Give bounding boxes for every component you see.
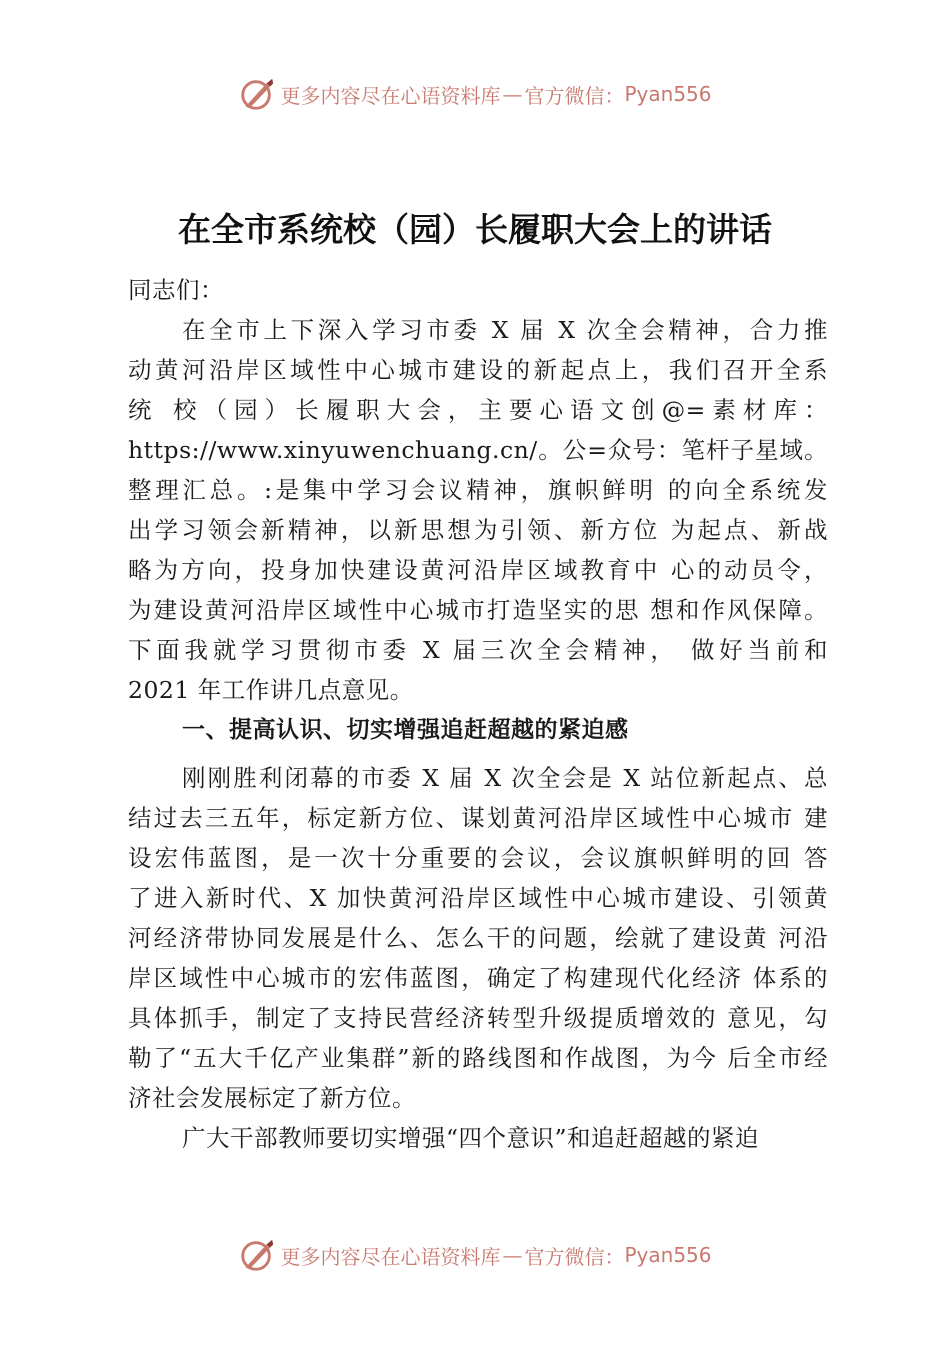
text-line: 结过去三五年，标定新方位、谋划黄河沿岸区域性中心城市 建 — [128, 804, 828, 832]
banner-separator: — — [502, 82, 523, 106]
document-body — [128, 270, 828, 1158]
pen-logo-icon — [238, 1236, 276, 1274]
text-line: 出学习领会新精神，以新思想为引领、新方位 为起点、新战 — [128, 516, 828, 544]
text-line: 广大干部教师要切实增强“四个意识”和追赶超越的紧迫 — [182, 1124, 760, 1152]
greeting: 同志们： — [128, 276, 224, 304]
text-line: 整理汇总。:是集中学习会议精神，旗帜鲜明 的向全系统发 — [128, 476, 828, 504]
text-line: 具体抓手，制定了支持民营经济转型升级提质增效的 意见，勾 — [128, 1004, 828, 1032]
pen-logo-icon — [238, 75, 276, 113]
banner-wechat-label: 官方微信： — [524, 83, 625, 108]
banner-wechat-id: Pyan556 — [624, 82, 712, 106]
text-line: 统 校（园）长履职大会，主要心语文创@=素材库： — [128, 396, 828, 424]
text-line: 了进入新时代、X 加快黄河沿岸区域性中心城市建设、引领黄 — [128, 884, 828, 912]
paragraph-intro — [128, 310, 828, 710]
text-line: 河经济带协同发展是什么、怎么干的问题，绘就了建设黄 河沿 — [128, 924, 828, 952]
text-line: 略为方向，投身加快建设黄河沿岸区域教育中 心的动员令， — [128, 556, 828, 584]
text-line: 2021 年工作讲几点意见。 — [128, 676, 414, 704]
text-line: 设宏伟蓝图，是一次十分重要的会议，会议旗帜鲜明的回 答 — [128, 844, 828, 872]
banner-main-text: 更多内容尽在心语资料库 — [280, 1244, 501, 1269]
banner-main-text: 更多内容尽在心语资料库 — [280, 83, 501, 108]
text-line: 在全市上下深入学习市委 X 届 X 次全会精神，合力推 — [182, 316, 828, 344]
text-line: 勒了“五大千亿产业集群”新的路线图和作战图，为今 后全市经 — [128, 1044, 828, 1072]
text-line: 岸区域性中心城市的宏伟蓝图，确定了构建现代化经济 体系的 — [128, 964, 828, 992]
text-line: 动黄河沿岸区域性中心城市建设的新起点上，我们召开全系 — [128, 356, 828, 384]
text-line: 刚刚胜利闭幕的市委 X 届 X 次全会是 X 站位新起点、总 — [182, 764, 828, 792]
text-line: 济社会发展标定了新方位。 — [128, 1084, 416, 1112]
paragraph-section1 — [128, 758, 828, 1118]
paragraph-continued — [128, 1118, 828, 1158]
header-watermark-banner — [0, 72, 950, 116]
document-title: 在全市系统校（园）长履职大会上的讲话 — [178, 210, 772, 249]
banner-wechat-label: 官方微信： — [524, 1244, 625, 1269]
text-line: 下面我就学习贯彻市委 X 届三次全会精神， 做好当前和 — [128, 636, 828, 664]
banner-separator: — — [502, 1243, 523, 1267]
text-line: 为建设黄河沿岸区域性中心城市打造坚实的思 想和作风保障。 — [128, 596, 828, 624]
text-line: https://www.xinyuwenchuang.cn/。公=众号：笔杆子星域。 — [128, 436, 828, 464]
banner-wechat-id: Pyan556 — [624, 1243, 712, 1267]
footer-watermark-banner — [0, 1233, 950, 1277]
section-heading: 一、提高认识、切实增强追赶超越的紧迫感 — [182, 717, 629, 743]
